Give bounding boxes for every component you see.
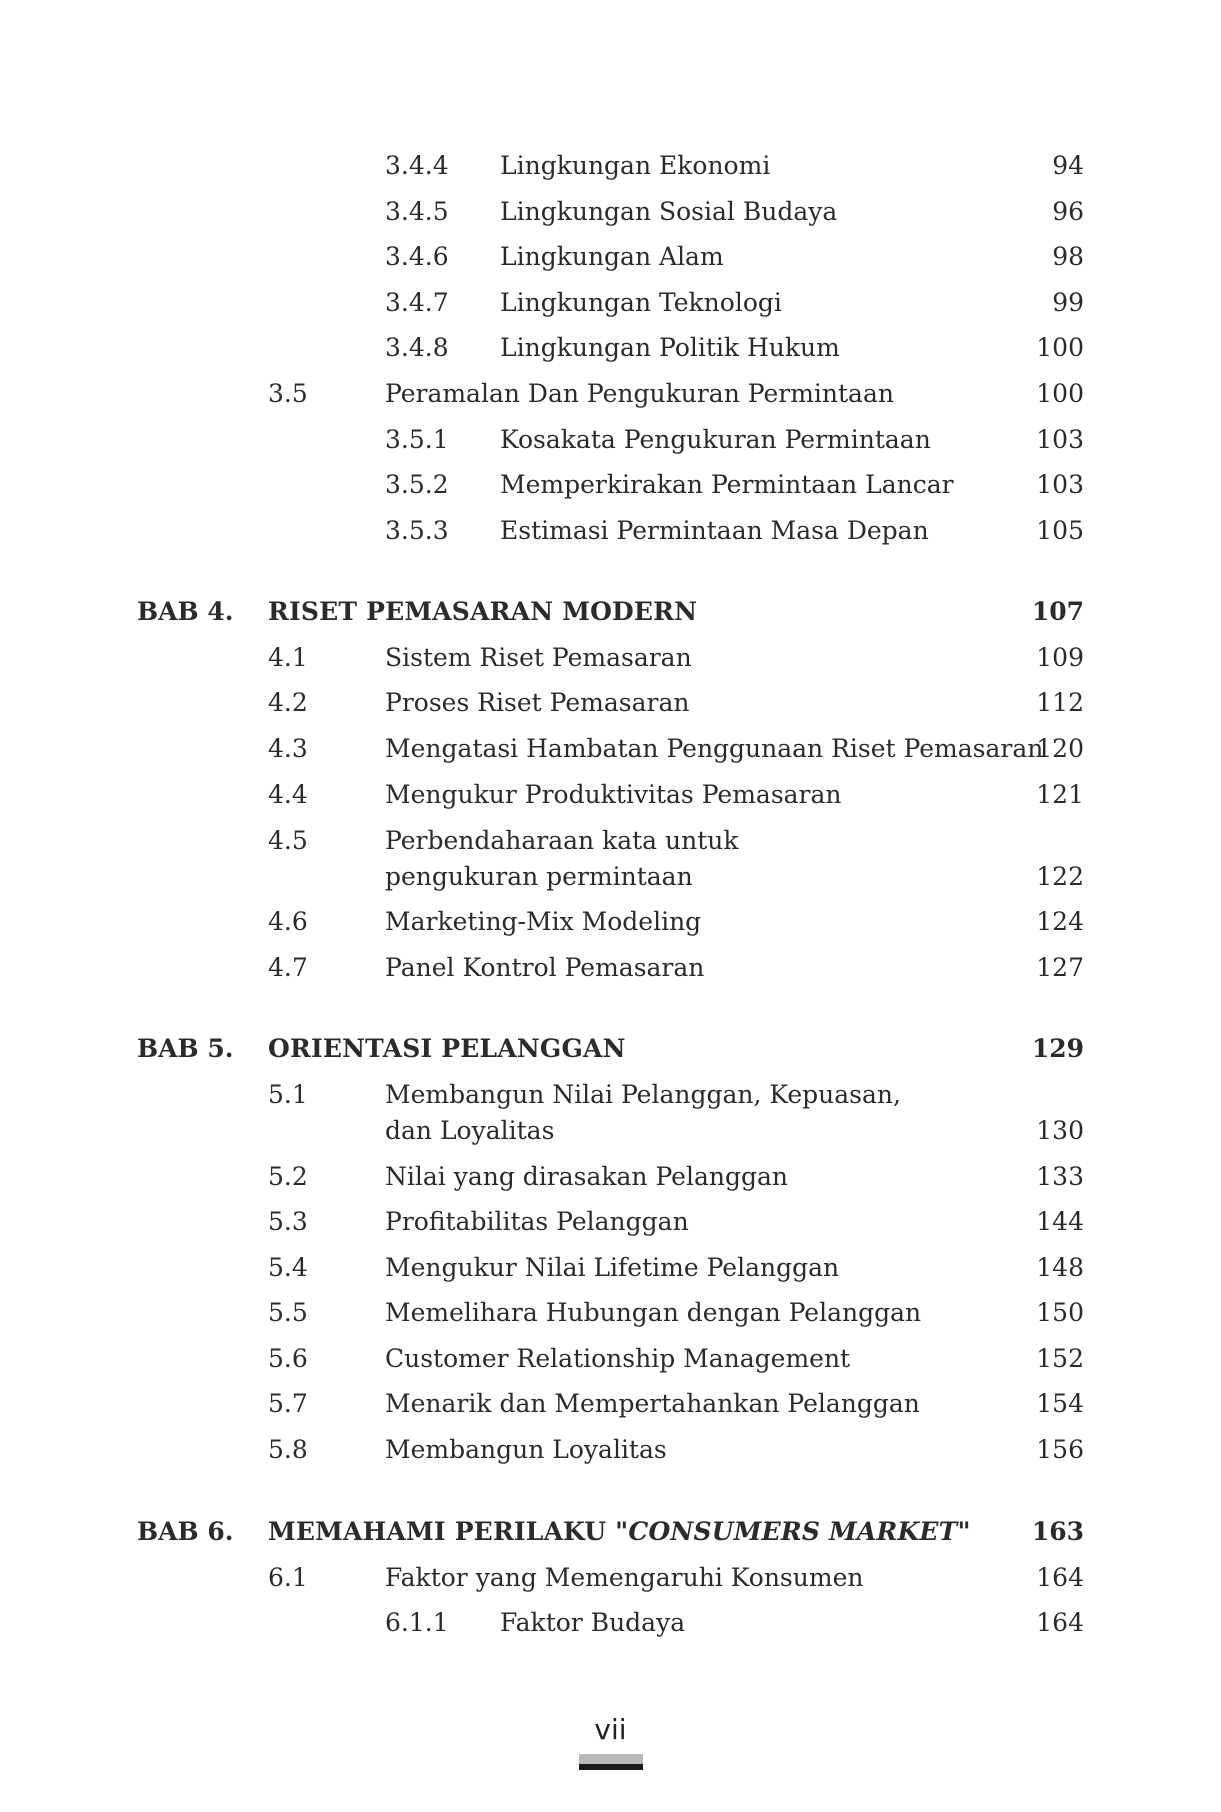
- toc-entry: [0, 1605, 1221, 1645]
- toc-entry-number: 4.1: [268, 643, 308, 672]
- toc-entry-page: 164: [1036, 1563, 1084, 1592]
- toc-entry-title: Customer Relationship Management: [385, 1344, 851, 1373]
- toc-entry: [0, 1295, 1221, 1335]
- toc-entry-number: 3.5.2: [385, 470, 449, 499]
- toc-chapter-title-italic: CONSUMERS MARKET: [628, 1517, 958, 1546]
- toc-entry-number: 3.5: [268, 379, 308, 408]
- toc-entry-number: 6.1: [268, 1563, 308, 1592]
- toc-entry: [0, 685, 1221, 725]
- toc-entry: [0, 330, 1221, 370]
- toc-chapter-title: ORIENTASI PELANGGAN: [268, 1034, 626, 1063]
- toc-entry-title: Marketing-Mix Modeling: [385, 907, 702, 936]
- toc-entry: [0, 1386, 1221, 1426]
- toc-entry-number: 4.5: [268, 826, 308, 855]
- toc-entry-title: Peramalan Dan Pengukuran Permintaan: [385, 379, 894, 408]
- toc-entry-page: 130: [1036, 1116, 1084, 1145]
- page-number: vii: [594, 1713, 627, 1746]
- toc-entry: [0, 422, 1221, 462]
- toc-entry-page: 121: [1036, 780, 1084, 809]
- toc-entry-page: 127: [1036, 953, 1084, 982]
- toc-entry-title: Mengukur Produktivitas Pemasaran: [385, 780, 842, 809]
- toc-entry-number: 4.7: [268, 953, 308, 982]
- toc-entry-number: 3.4.8: [385, 333, 449, 362]
- toc-entry-number: 3.4.5: [385, 197, 449, 226]
- toc-entry-title: Mengatasi Hambatan Penggunaan Riset Pemasaran: [385, 734, 1044, 763]
- footer-decoration-bar-dark: [579, 1764, 643, 1770]
- toc-chapter-title: [268, 1514, 971, 1550]
- toc-entry-page: 133: [1036, 1162, 1084, 1191]
- toc-entry: [0, 823, 1221, 899]
- toc-chapter-number: BAB 6.: [137, 1517, 234, 1546]
- toc-entry-title: Lingkungan Alam: [500, 242, 724, 271]
- toc-entry-number: 3.4.7: [385, 288, 449, 317]
- toc-entry-title: Proses Riset Pemasaran: [385, 688, 690, 717]
- toc-chapter: [0, 1031, 1221, 1071]
- toc-chapter-page: 107: [1031, 597, 1084, 626]
- toc-entry-title: Lingkungan Teknologi: [500, 288, 782, 317]
- toc-entry-page: 120: [1036, 734, 1084, 763]
- footer-decoration-bar-light: [579, 1754, 643, 1764]
- toc-entry-page: 105: [1036, 516, 1084, 545]
- toc-entry-title: Lingkungan Ekonomi: [500, 151, 771, 180]
- toc-entry-title: Lingkungan Sosial Budaya: [500, 197, 838, 226]
- toc-entry-page: 100: [1036, 379, 1084, 408]
- toc-entry: [0, 467, 1221, 507]
- toc-entry-page: 112: [1036, 688, 1084, 717]
- toc-entry-number: 5.1: [268, 1080, 308, 1109]
- toc-entry-number: 3.5.1: [385, 425, 449, 454]
- toc-chapter-page: 129: [1031, 1034, 1084, 1063]
- toc-entry-number: 3.4.6: [385, 242, 449, 271]
- toc-entry: [0, 1432, 1221, 1472]
- toc-entry-page: 109: [1036, 643, 1084, 672]
- toc-entry-title: Profitabilitas Pelanggan: [385, 1207, 689, 1236]
- toc-chapter-title-close-quote: ": [957, 1517, 971, 1546]
- toc-entry-number: 3.4.4: [385, 151, 449, 180]
- toc-entry-page: 150: [1036, 1298, 1084, 1327]
- toc-entry: [0, 1204, 1221, 1244]
- toc-entry-page: 144: [1036, 1207, 1084, 1236]
- toc-entry-page: 122: [1036, 862, 1084, 891]
- toc-entry-page: 156: [1036, 1435, 1084, 1464]
- toc-entry-title: Mengukur Nilai Lifetime Pelanggan: [385, 1253, 840, 1282]
- toc-entry-title: Lingkungan Politik Hukum: [500, 333, 840, 362]
- toc-entry: [0, 376, 1221, 416]
- toc-entry: [0, 1341, 1221, 1381]
- toc-entry-page: 99: [1052, 288, 1084, 317]
- toc-entry-title: Faktor Budaya: [500, 1608, 686, 1637]
- toc-entry-title: Panel Kontrol Pemasaran: [385, 953, 705, 982]
- toc-entry-number: 4.2: [268, 688, 308, 717]
- toc-chapter-number: BAB 4.: [137, 597, 234, 626]
- toc-entry-number: 3.5.3: [385, 516, 449, 545]
- toc-entry: [0, 1560, 1221, 1600]
- toc-entry-number: 5.4: [268, 1253, 308, 1282]
- toc-entry: [0, 640, 1221, 680]
- toc-entry-title: Memelihara Hubungan dengan Pelanggan: [385, 1298, 922, 1327]
- toc-entry-number: 5.6: [268, 1344, 308, 1373]
- toc-chapter: [0, 1514, 1221, 1554]
- toc-entry-number: 5.7: [268, 1389, 308, 1418]
- toc-chapter-number: BAB 5.: [137, 1034, 234, 1063]
- toc-entry-number: 5.8: [268, 1435, 308, 1464]
- toc-entry-page: 100: [1036, 333, 1084, 362]
- toc-chapter-page: 163: [1031, 1517, 1084, 1546]
- toc-entry-page: 148: [1036, 1253, 1084, 1282]
- toc-entry: [0, 1159, 1221, 1199]
- toc-entry-title: Menarik dan Mempertahankan Pelanggan: [385, 1389, 920, 1418]
- toc-entry-page: 103: [1036, 470, 1084, 499]
- toc-chapter: [0, 594, 1221, 634]
- toc-entry: [0, 950, 1221, 990]
- toc-entry-title: Nilai yang dirasakan Pelanggan: [385, 1162, 788, 1191]
- toc-entry-title: Estimasi Permintaan Masa Depan: [500, 516, 929, 545]
- toc-entry-number: 5.5: [268, 1298, 308, 1327]
- toc-entry-title: Faktor yang Memengaruhi Konsumen: [385, 1563, 864, 1592]
- toc-chapter-title: RISET PEMASARAN MODERN: [268, 597, 698, 626]
- toc-chapter-title-text: MEMAHAMI PERILAKU ": [268, 1517, 629, 1546]
- toc-entry-title: Perbendaharaan kata untuk pengukuran permintaan: [385, 826, 739, 891]
- toc-entry-title: Memperkirakan Permintaan Lancar: [500, 470, 954, 499]
- toc-entry-page: 94: [1052, 151, 1084, 180]
- toc-entry-number: 5.2: [268, 1162, 308, 1191]
- toc-entry-page: 164: [1036, 1608, 1084, 1637]
- toc-entry: [0, 148, 1221, 188]
- toc-entry: [0, 1250, 1221, 1290]
- toc-entry: [0, 513, 1221, 553]
- page-footer: [0, 1712, 1221, 1770]
- toc-entry: [0, 904, 1221, 944]
- toc-entry-number: 4.3: [268, 734, 308, 763]
- toc-entry-page: 96: [1052, 197, 1084, 226]
- toc-entry-number: 4.6: [268, 907, 308, 936]
- toc-entry-page: 152: [1036, 1344, 1084, 1373]
- toc-entry-title: Kosakata Pengukuran Permintaan: [500, 425, 931, 454]
- toc-entry-page: 103: [1036, 425, 1084, 454]
- toc-entry: [0, 731, 1221, 771]
- toc-entry-page: 154: [1036, 1389, 1084, 1418]
- toc-entry: [0, 777, 1221, 817]
- toc-entry-number: 5.3: [268, 1207, 308, 1236]
- toc-entry-page: 98: [1052, 242, 1084, 271]
- toc-entry-number: 6.1.1: [385, 1608, 449, 1637]
- toc-entry-title: Membangun Nilai Pelanggan, Kepuasan, dan Loyalitas: [385, 1080, 901, 1145]
- toc-entry: [0, 285, 1221, 325]
- toc-entry-number: 4.4: [268, 780, 308, 809]
- toc-entry-page: 124: [1036, 907, 1084, 936]
- toc-entry-title: Membangun Loyalitas: [385, 1435, 667, 1464]
- toc-entry: [0, 1077, 1221, 1153]
- toc-entry: [0, 194, 1221, 234]
- toc-entry-title: Sistem Riset Pemasaran: [385, 643, 692, 672]
- toc-entry: [0, 239, 1221, 279]
